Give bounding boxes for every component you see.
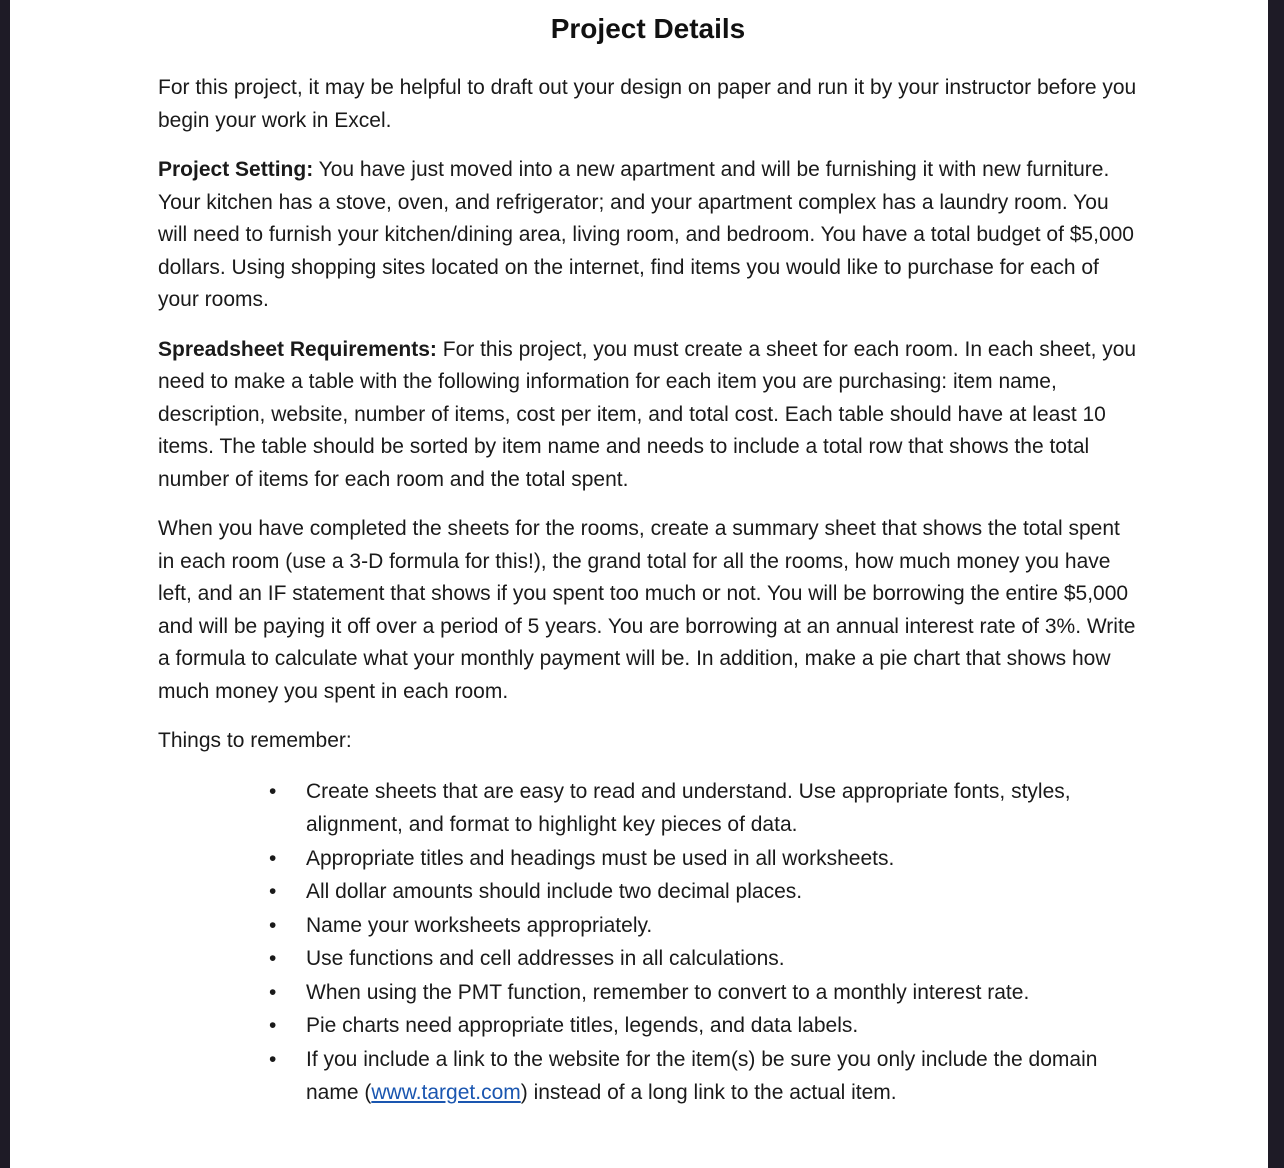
project-setting-text: You have just moved into a new apartment and will be furnishing it with new furniture. Your kitchen has a stove, oven, and refrigerator; and your apartment complex has a laundry room. You will need to furnish your kitchen/dining area, living room, and bedroom. You have a total budget of $5,000 dollars. Using shopping sites located on the internet, find items you would like to purchase for each of your rooms. — [158, 158, 1134, 311]
page-title: Project Details — [550, 13, 746, 44]
bullet-icon: • — [269, 880, 277, 903]
list-item-link — [158, 1043, 1138, 1110]
bullet-icon: • — [269, 1047, 277, 1071]
intro-paragraph: For this project, it may be helpful to draft out your design on paper and run it by your instructor before you begin your work in Excel. — [158, 76, 1137, 132]
project-setting-paragraph — [158, 154, 1138, 317]
list-item-text: Use functions and cell addresses in all calculations. — [306, 947, 785, 970]
target-website-link[interactable]: www.target.com — [371, 1081, 521, 1104]
list-item — [158, 942, 1138, 976]
spreadsheet-requirements-text: For this project, you must create a sheet for each room. In each sheet, you need to make a table with the following information for each item you are purchasing: item name, description, website, number of items, cost per item, and total cost. Each table should have at least 10 items. The table should be sorted by item name and needs to include a total row that shows the total number of items for each room and the total spent. — [158, 337, 1137, 491]
list-item-text: Name your worksheets appropriately. — [306, 913, 653, 937]
project-setting-label: Project Setting: — [158, 158, 314, 181]
page-content — [158, 10, 1138, 1110]
list-item-text: Create sheets that are easy to read and understand. Use appropriate fonts, styles, alignment, and format to highlight key pieces of data. — [306, 779, 1071, 836]
bullet-icon: • — [269, 1014, 277, 1037]
list-item — [158, 976, 1138, 1010]
list-item — [158, 842, 1138, 876]
list-item-text: Appropriate titles and headings must be used in all worksheets. — [306, 846, 895, 870]
list-item-text-before: If you include a link to the website for the item(s) be sure you only include the domain name ( — [306, 1047, 1098, 1104]
bullet-icon: • — [269, 913, 277, 937]
things-to-remember-heading: Things to remember: — [158, 729, 352, 752]
list-item-text: When using the PMT function, remember to convert to a monthly interest rate. — [306, 980, 1030, 1004]
reminder-list — [158, 775, 1138, 1110]
list-item — [158, 775, 1138, 842]
list-item — [158, 875, 1138, 909]
list-item — [158, 1009, 1138, 1043]
bullet-icon: • — [269, 846, 277, 870]
list-item — [158, 909, 1138, 943]
list-item-text: Pie charts need appropriate titles, legends, and data labels. — [306, 1014, 859, 1037]
bullet-icon: • — [269, 779, 277, 803]
list-item-text: All dollar amounts should include two decimal places. — [306, 880, 803, 903]
spreadsheet-requirements-label: Spreadsheet Requirements: — [158, 337, 437, 361]
bullet-icon: • — [269, 980, 277, 1004]
bullet-icon: • — [269, 947, 277, 970]
summary-sheet-paragraph: When you have completed the sheets for the rooms, create a summary sheet that shows the total spent in each room (use a 3-D formula for this!), the grand total for all the rooms, how much money you have left, and an IF statement that shows if you spent too much or not. You will be borrowing the entire $5,000 and will be paying it off over a period of 5 years. You are borrowing at an annual interest rate of 3%. Write a formula to calculate what your monthly payment will be. In addition, make a pie chart that shows how much money you spent in each room. — [158, 517, 1136, 703]
document-page — [10, 0, 1268, 1168]
spreadsheet-requirements-paragraph — [158, 334, 1138, 497]
list-item-text-after: ) instead of a long link to the actual item. — [520, 1081, 897, 1104]
